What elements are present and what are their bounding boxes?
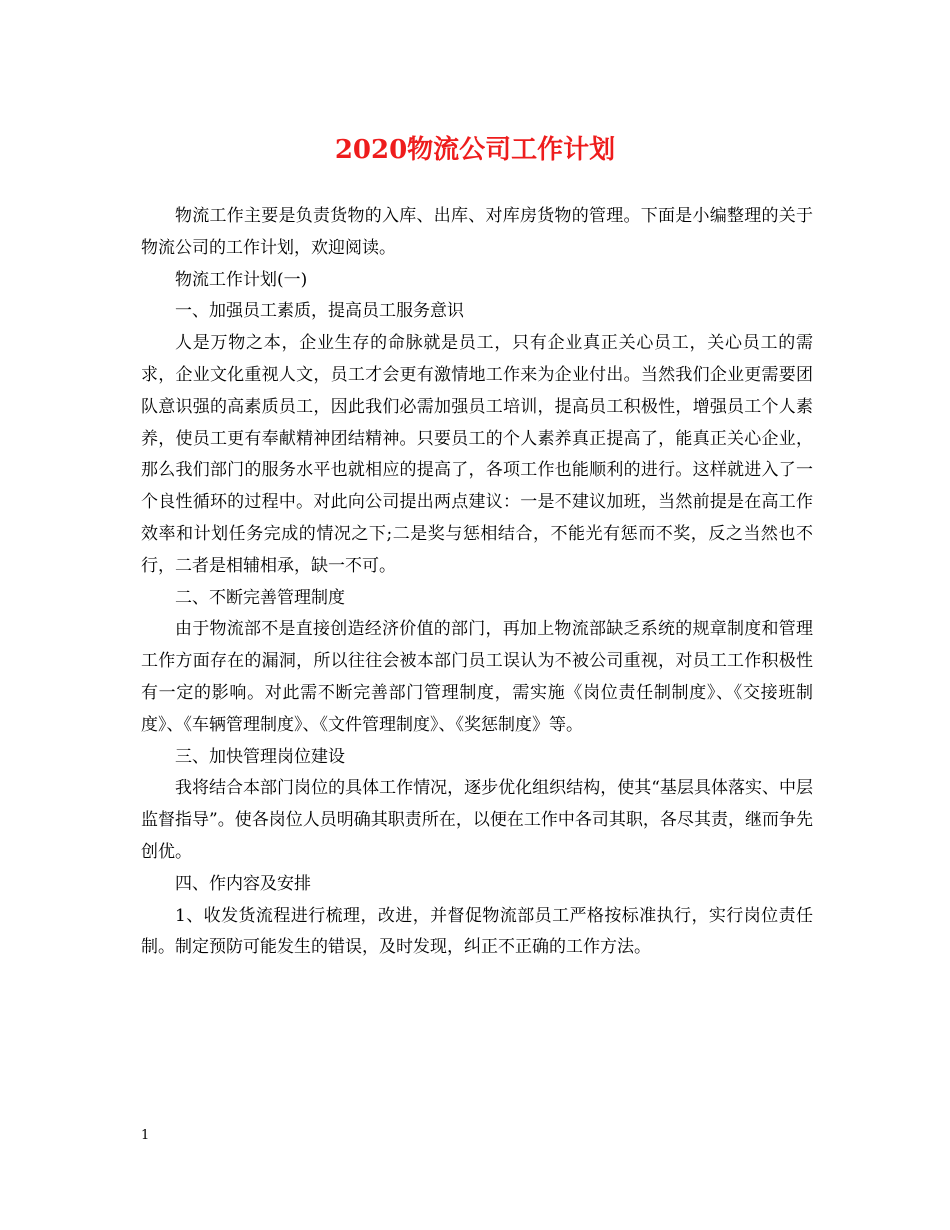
plan-heading: 物流工作计划(一) — [175, 269, 308, 290]
section-paragraph-4: 1、收发货流程进行梳理，改进，并督促物流部员工严格按标准执行，实行岗位责任制。制定预防可能发生的错误，及时发现，纠正不正确的工作方法。 — [141, 905, 813, 958]
intro-paragraph: 物流工作主要是负责货物的入库、出库、对库房货物的管理。下面是小编整理的关于物流公司的工作计划，欢迎阅读。 — [141, 206, 813, 258]
section-heading-2: 二、不断完善管理制度 — [175, 587, 345, 608]
section-paragraph-3: 我将结合本部门岗位的具体工作情况，逐步优化组织结构，使其“基层具体落实、中层监督指导”。使各岗位人员明确其职责所在，以便在工作中各司其职，各尽其责，继而争先创优。 — [141, 778, 813, 862]
document-title: 2020物流公司工作计划 — [334, 135, 616, 165]
document-body — [141, 201, 813, 964]
section-heading-3: 三、加快管理岗位建设 — [175, 746, 345, 767]
section-paragraph-1: 人是万物之本，企业生存的命脉就是员工，只有企业真正关心员工，关心员工的需求，企业文化重视人文，员工才会更有激情地工作来为企业付出。当然我们企业更需要团队意识强的高素质员工，因此我们必需加强员工培训，提高员工积极性，增强员工个人素养，使员工更有奉献精神团结精神。只要员工的个人素养真正提高了，能真正关心企业，那么我们部门的服务水平也就相应的提高了，各项工作也能顺利的进行。这样就进入了一个良性循环的过程中。对此向公司提出两点建议：一是不建议加班，当然前提是在高工作效率和计划任务完成的情况之下;二是奖与惩相结合，不能光有惩而不奖，反之当然也不行，二者是相辅相承，缺一不可。 — [141, 333, 813, 576]
section-paragraph-2: 由于物流部不是直接创造经济价值的部门，再加上物流部缺乏系统的规章制度和管理工作方面存在的漏洞，所以往往会被本部门员工误认为不被公司重视，对员工工作积极性有一定的影响。对此需不断完善部门管理制度，需实施《岗位责任制制度》、《交接班制度》、《车辆管理制度》、《文件管理制度》、《奖惩制度》等。 — [141, 619, 813, 735]
section-heading-1: 一、加强员工素质，提高员工服务意识 — [175, 301, 464, 322]
section-heading-4: 四、作内容及安排 — [175, 873, 311, 894]
page-number: 1 — [141, 1128, 150, 1143]
